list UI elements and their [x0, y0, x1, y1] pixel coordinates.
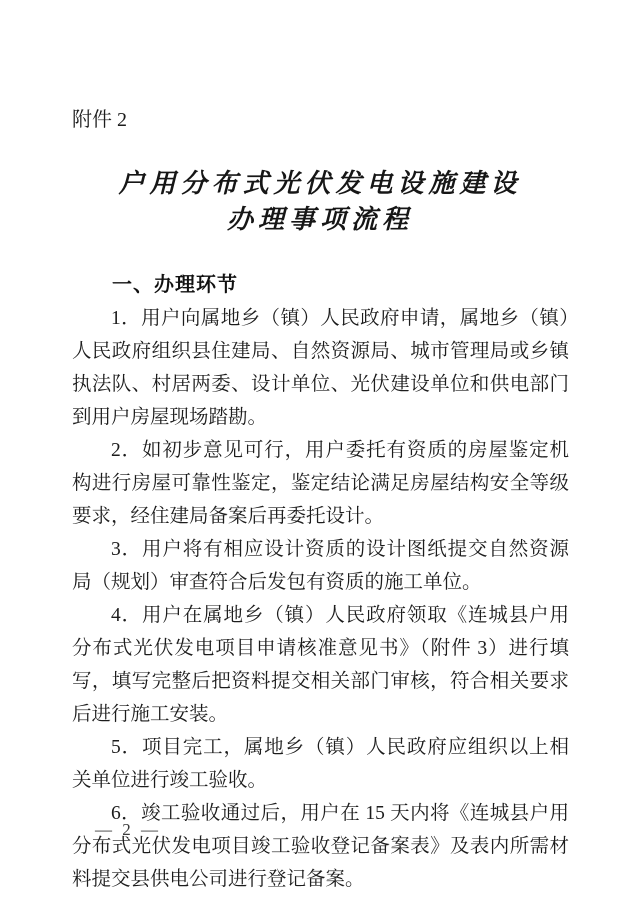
attachment-label: 附件 2	[72, 109, 127, 131]
section-heading: 一、办理环节	[112, 274, 238, 296]
body-paragraph-1: 1．用户向属地乡（镇）人民政府申请，属地乡（镇）人民政府组织县住建局、自然资源局、城市管理局或乡镇执法队、村居两委、设计单位、光伏建设单位和供电部门到用户房屋现场踏勘。	[72, 308, 569, 428]
document-title	[0, 166, 640, 238]
body-paragraph-2: 2．如初步意见可行，用户委托有资质的房屋鉴定机构进行房屋可靠性鉴定，鉴定结论满足房屋结构安全等级要求，经住建局备案后再委托设计。	[72, 440, 569, 527]
body-paragraph-6: 6．竣工验收通过后，用户在 15 天内将《连城县户用分布式光伏发电项目竣工验收登记备案表》及表内所需材料提交县供电公司进行登记备案。	[72, 803, 569, 890]
document-title-line-2: 办理事项流程	[226, 205, 413, 234]
document-title-line-1: 户用分布式光伏发电设施建设	[118, 169, 522, 198]
body-paragraph-4: 4．用户在属地乡（镇）人民政府领取《连城县户用分布式光伏发电项目申请核准意见书》（附件 3）进行填写，填写完整后把资料提交相关部门审核，符合相关要求后进行施工安装。	[72, 605, 569, 725]
body-paragraph-5: 5．项目完工，属地乡（镇）人民政府应组织以上相关单位进行竣工验收。	[72, 737, 569, 791]
body-paragraph-3: 3．用户将有相应设计资质的设计图纸提交自然资源局（规划）审查符合后发包有资质的施工单位。	[72, 539, 569, 593]
document-body	[72, 268, 569, 896]
page-number: — 2 —	[95, 820, 161, 839]
